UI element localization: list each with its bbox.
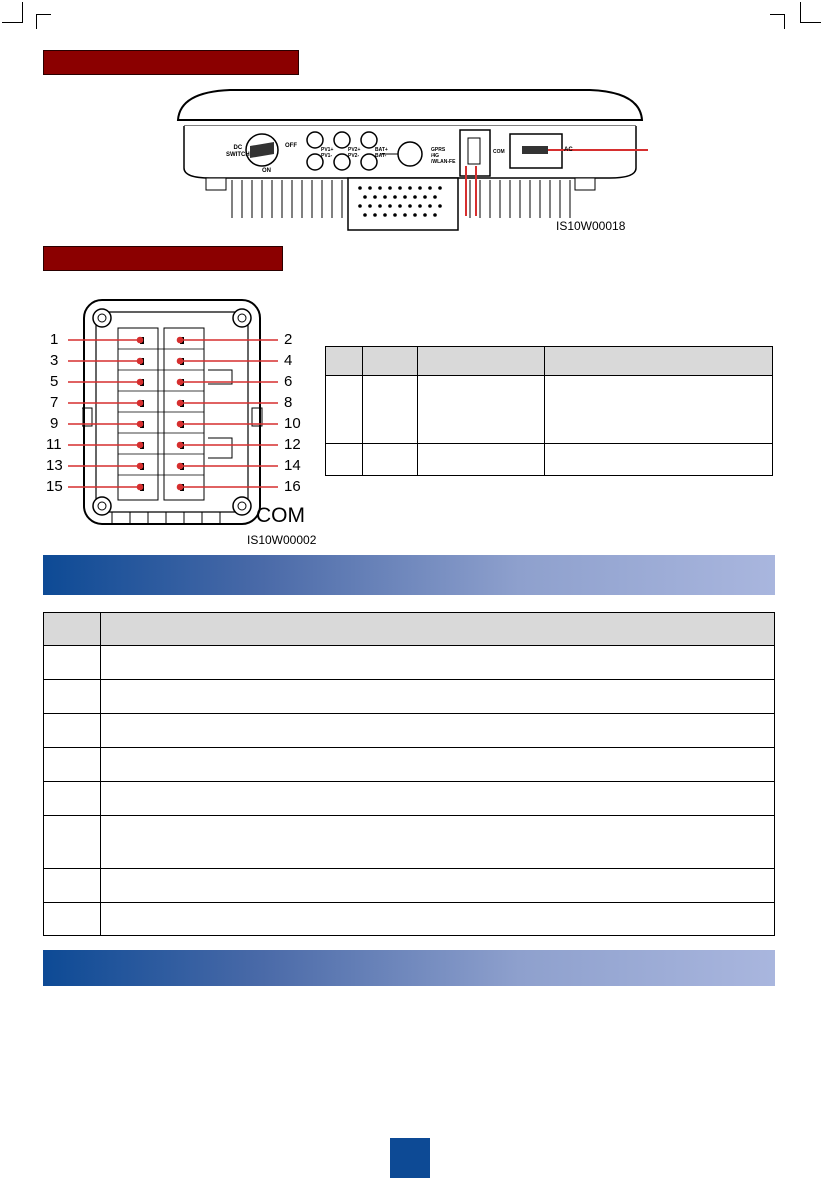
section-header-red-1 <box>43 50 299 75</box>
inverter-foot-right <box>575 178 595 190</box>
table-cell <box>101 748 775 782</box>
table-cell <box>44 869 101 903</box>
pin-label-8: 8 <box>284 394 293 411</box>
page-number-box <box>390 1138 430 1178</box>
screw-top-right <box>233 309 251 327</box>
table-header-cell <box>418 347 545 376</box>
table-row <box>44 680 775 714</box>
bat-connector-top <box>361 132 377 148</box>
table-row <box>44 903 775 936</box>
table-cell <box>101 714 775 748</box>
table-cell <box>326 444 363 476</box>
pin-label-1: 1 <box>50 331 59 348</box>
table-header-cell <box>44 613 101 646</box>
table-row <box>44 714 775 748</box>
table-cell <box>44 748 101 782</box>
section-header-blue-1 <box>43 555 775 595</box>
table-cell <box>44 646 101 680</box>
off-label: OFF <box>285 143 297 149</box>
com-image-code: IS10W00002 <box>247 533 317 547</box>
product-image-code: IS10W00018 <box>556 219 626 233</box>
pin-label-10: 10 <box>284 415 301 432</box>
table-row <box>326 376 773 444</box>
dc-switch-label: DC SWITCH <box>226 145 250 158</box>
pin-label-6: 6 <box>284 373 293 390</box>
main-table <box>43 612 775 936</box>
table-header-cell <box>363 347 418 376</box>
pin-label-9: 9 <box>50 415 59 432</box>
table-row <box>44 816 775 869</box>
table-cell <box>545 376 773 444</box>
pin-label-14: 14 <box>284 457 301 474</box>
crop-mark-corner-tr <box>800 2 821 23</box>
pin-label-4: 4 <box>284 352 293 369</box>
pin-label-16: 16 <box>284 478 301 495</box>
table-cell <box>101 869 775 903</box>
inverter-foot-left <box>206 178 226 190</box>
pin-label-2: 2 <box>284 331 293 348</box>
pin-label-5: 5 <box>50 373 59 390</box>
section-header-red-2 <box>43 246 283 271</box>
table-row <box>326 444 773 476</box>
table-cell <box>326 376 363 444</box>
table-cell <box>101 680 775 714</box>
table-cell <box>101 816 775 869</box>
table-header-cell <box>545 347 773 376</box>
inverter-vent-block <box>348 178 458 230</box>
pin-label-15: 15 <box>46 478 63 495</box>
ac-port-label: AC <box>564 147 573 153</box>
pin-label-11: 11 <box>46 436 62 453</box>
table-row <box>44 646 775 680</box>
inverter-bottom-drawing <box>170 84 650 236</box>
crop-mark-top-right <box>770 14 785 29</box>
pin-label-12: 12 <box>284 436 301 453</box>
table-cell <box>44 680 101 714</box>
section-header-blue-2 <box>43 950 775 986</box>
antenna-label: GPRS /4G /WLAN-FE <box>431 147 456 165</box>
on-label: ON <box>262 168 271 174</box>
table-header-cell <box>326 347 363 376</box>
com-connector-label: COM <box>256 504 305 527</box>
table-header-row <box>44 613 775 646</box>
table-row <box>44 869 775 903</box>
pv1-label: PV1+ PV1- <box>321 147 334 159</box>
table-cell <box>44 903 101 936</box>
com-port-label: COM <box>493 149 505 155</box>
table-cell <box>418 376 545 444</box>
table-cell <box>418 444 545 476</box>
inverter-housing-top <box>178 90 642 120</box>
table-cell <box>44 816 101 869</box>
pin-label-3: 3 <box>50 352 59 369</box>
table-row <box>44 748 775 782</box>
pv1-connector-top <box>307 132 323 148</box>
crop-mark-top-left <box>36 14 51 29</box>
pin-label-13: 13 <box>46 457 63 474</box>
table-cell <box>363 444 418 476</box>
pin-definition-table <box>325 346 773 476</box>
table-header-cell <box>101 613 775 646</box>
table-cell <box>363 376 418 444</box>
antenna-port <box>398 142 422 166</box>
pv2-connector-top <box>334 132 350 148</box>
table-cell <box>101 646 775 680</box>
table-cell <box>101 782 775 816</box>
screw-top-left <box>93 309 111 327</box>
table-header-row <box>326 347 773 376</box>
table-cell <box>545 444 773 476</box>
bat-label: BAT+ BAT- <box>375 147 388 159</box>
table-row <box>44 782 775 816</box>
pv2-label: PV2+ PV2- <box>348 147 361 159</box>
pin-label-7: 7 <box>50 394 59 411</box>
crop-mark-corner-tl <box>2 2 23 23</box>
table-cell <box>44 714 101 748</box>
table-cell <box>101 903 775 936</box>
table-cell <box>44 782 101 816</box>
